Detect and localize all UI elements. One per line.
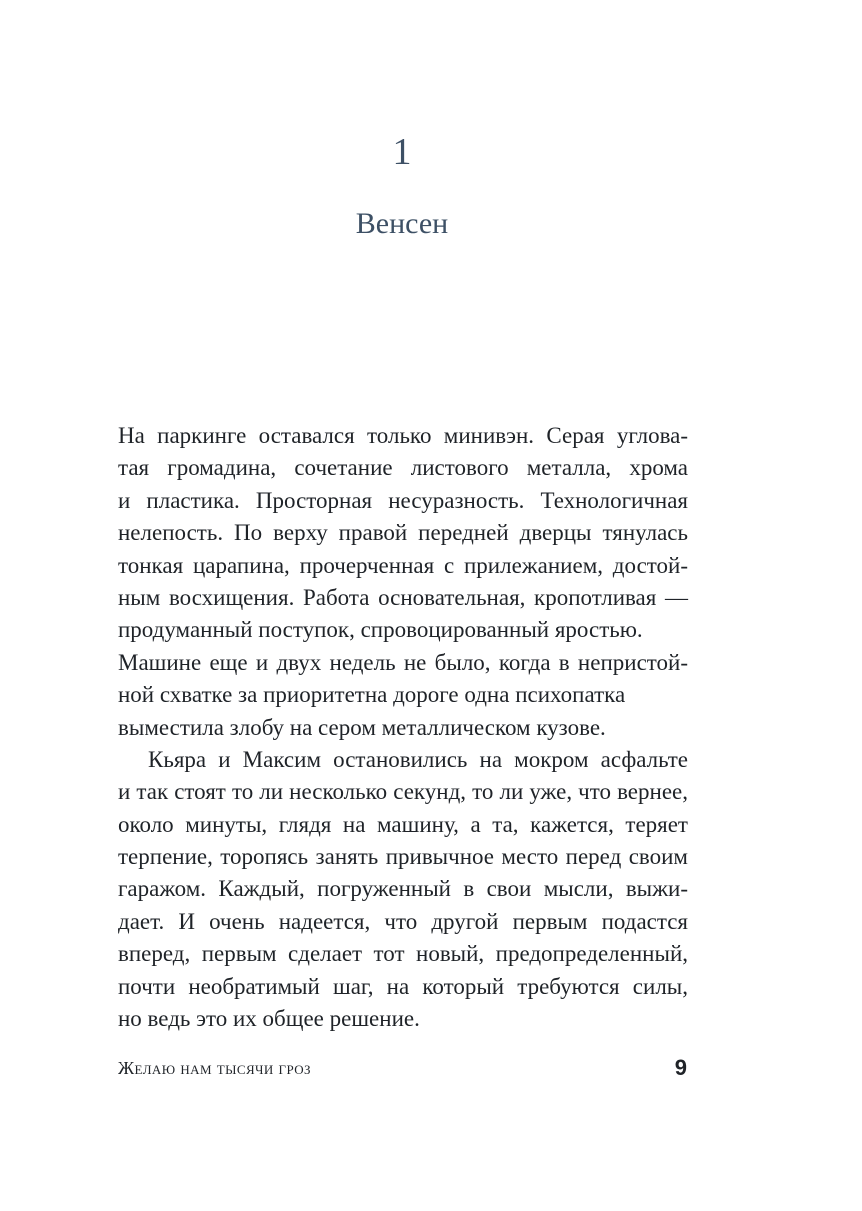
text-line: вперед, первым сделает тот новый, предопределенный,: [118, 941, 688, 967]
text-line: тонкая царапина, прочерченная с прилежанием, достой-: [118, 552, 688, 578]
page-number: 9: [674, 1055, 687, 1080]
paragraph-1: [118, 420, 688, 744]
text-line: тая громадина, сочетание листового металла, хрома: [118, 455, 688, 481]
text-line: нелепость. По верху правой передней дверцы тянулась: [118, 520, 688, 546]
text-line: и пластика. Просторная несуразность. Технологичная: [118, 487, 688, 513]
text-line: Машине еще и двух недель не было, когда в непристой-: [118, 649, 688, 675]
text-line: дает. И очень надеется, что другой первым подастся: [118, 908, 688, 934]
text-line: терпение, торопясь занять привычное место перед своим: [118, 844, 688, 870]
chapter-number: 1: [392, 131, 412, 173]
paragraph-2: [118, 744, 688, 1036]
text-line: но ведь это их общее решение.: [118, 1006, 420, 1032]
text-line: и так стоят то ли несколько секунд, то ли уже, что вернее,: [118, 779, 688, 805]
body-text: [118, 420, 688, 1035]
chapter-title: Венсен: [355, 207, 449, 240]
text-line: выместила злобу на сером металлическом кузове.: [118, 714, 606, 740]
text-line: ной схватке за приоритетна дороге одна психопатка: [118, 682, 626, 708]
text-line: около минуты, глядя на машину, а та, кажется, теряет: [118, 811, 688, 837]
text-line: Кьяра и Максим остановились на мокром асфальте: [148, 746, 688, 772]
text-line: На паркинге оставался только минивэн. Серая углова-: [118, 423, 688, 448]
text-line: почти необратимый шаг, на который требуются силы,: [118, 973, 688, 999]
running-footer-title: Желаю нам тысячи гроз: [118, 1058, 311, 1078]
text-line: продуманный поступок, спровоцированный яростью.: [118, 617, 643, 643]
text-line: ным восхищения. Работа основательная, кропотливая —: [118, 584, 688, 610]
text-line: гаражом. Каждый, погруженный в свои мысли, выжи-: [118, 876, 688, 902]
